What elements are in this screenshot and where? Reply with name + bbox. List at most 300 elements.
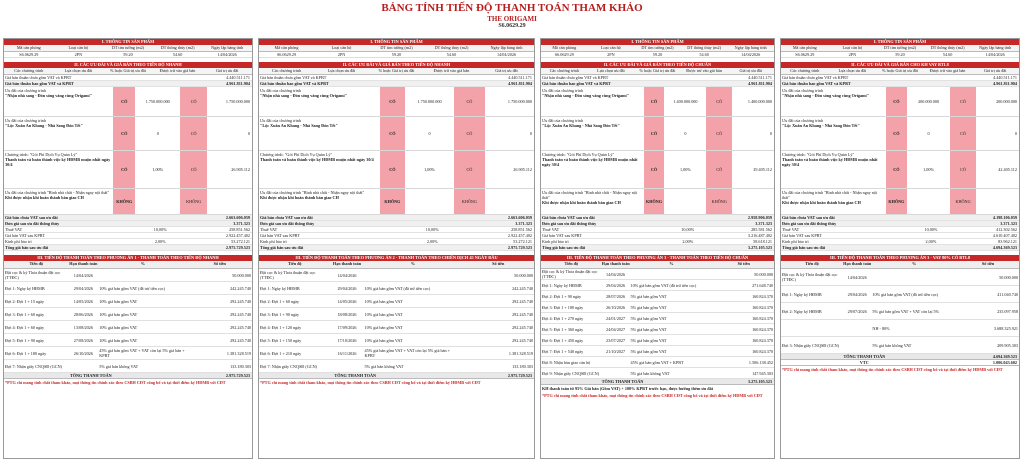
summary-label: Giá bán chưa VAT sau ưu đãi: [542, 215, 595, 220]
program-option-select[interactable]: KHÔNG: [113, 189, 135, 214]
summary-rate: 2,00%: [426, 239, 438, 244]
program-option-select[interactable]: KHÔNG: [886, 189, 907, 214]
unit-code: S6.0629.29: [498, 23, 526, 29]
summary-label: Giá bán VAT sau KPBT: [260, 233, 301, 238]
info-col-0: Mã căn phòng: [552, 45, 577, 50]
summary-rate: [133, 245, 188, 250]
payment-cell-2: 10% giá bán gồm VAT: [364, 311, 403, 317]
program-line: "Lộc Xuân An Khang - Nhà Sang Đón Tết": [542, 123, 620, 128]
program-row-2: [541, 117, 774, 151]
payment-header: [259, 261, 534, 269]
payment-row: [781, 320, 1019, 337]
info-col-2: DT tim tường (m2): [641, 45, 674, 50]
pay-col-2: %: [410, 261, 416, 266]
program-line: Chương trình: "Gói Phí Dịch Vụ Quản Lý": [260, 152, 333, 157]
payment-cell-1: 16/11/2026: [337, 350, 357, 356]
info-val-3: 54.60: [446, 52, 457, 57]
program-deduct-select[interactable]: CÓ: [950, 87, 976, 116]
payment-cell-2: 10% giá bán gồm VAT: [364, 298, 403, 304]
info-val-1: 2PN: [337, 52, 346, 57]
payment-header: [4, 261, 252, 269]
payment-row: [541, 302, 774, 313]
summary-rate: 10,00%: [153, 227, 167, 232]
payment-cell-1: 14/05/2026: [73, 298, 93, 304]
section-bar-info: I. THÔNG TIN SẢN PHẨM: [4, 39, 252, 45]
program-line: Khi được nhận khi hoàn thành bàn giao CH: [542, 200, 621, 205]
payment-cell-3: 3.688.325.921: [993, 325, 1018, 331]
program-amount: [732, 189, 774, 214]
payment-cell-2: NH - 80%: [872, 325, 890, 331]
program-desc: [4, 189, 113, 214]
payment-cell-3: 292.245.740: [512, 324, 533, 330]
program-deduct-select[interactable]: CÓ: [950, 151, 976, 188]
payment-total-value: 2.975.729.523: [507, 373, 532, 378]
payment-cell-3: 242.245.740: [230, 285, 251, 291]
summary-value: 258.851.562: [229, 227, 250, 232]
payment-row: [781, 269, 1019, 286]
payment-cell-3: 292.245.740: [230, 337, 251, 343]
payment-row: [541, 335, 774, 346]
info-val-4: 14/04/2026: [985, 52, 1005, 57]
price-col-1: Lựa chọn ưu đãi: [597, 68, 625, 73]
program-discount-value: 0: [156, 131, 159, 136]
program-line: "Nhận nhà sang - Đón sóng vàng cùng Origami": [782, 93, 870, 98]
program-amount: [207, 189, 252, 214]
payment-cell-3: 235.097.958: [997, 308, 1018, 314]
payment-cell-0: Đợt 2: Đợt 1 + 90 ngày: [542, 293, 582, 299]
price-col-2: % hoặc Giá trị ưu đãi: [882, 68, 918, 73]
program-option-select[interactable]: CÓ: [644, 151, 665, 188]
payment-cell-3: 292.245.740: [512, 298, 533, 304]
summary-rate: [402, 233, 463, 238]
price-col-2: % hoặc Giá trị ưu đãi: [378, 68, 415, 73]
program-discount-value: 200.000.000: [918, 99, 939, 104]
program-option-select[interactable]: KHÔNG: [380, 189, 405, 214]
summary-rate: [133, 215, 188, 220]
summary-value: 3.371.323: [515, 221, 532, 226]
payment-cell-2: 5% giá bán gồm VAT: [630, 337, 667, 343]
program-line: Ưu đãi của chương trình "Bình nhà chất - Nhận ngay nội thất": [5, 190, 110, 195]
payment-cell-0: Đợt 1: Ngày ký HĐMB: [5, 285, 45, 291]
pay-col-0: Tiến độ: [805, 261, 819, 266]
info-col-3: DT thông thủy (m2): [687, 45, 721, 50]
program-desc: [781, 117, 886, 150]
price-col-1: Lựa chọn ưu đãi: [64, 68, 93, 73]
payment-total-label: TỔNG THANH TOÁN: [69, 373, 112, 378]
program-option-select[interactable]: CÓ: [886, 117, 907, 150]
program-line: Ưu đãi của chương trình "Bình nhà chất - Nhận ngay nội thất": [782, 190, 878, 200]
payment-cell-1: [602, 368, 630, 378]
section-bar-payment: III. TIẾN ĐỘ THANH TOÁN THEO PHƯƠNG ÁN 3 - THANH TOÁN THEO TIẾN ĐỘ CHUẨN: [541, 255, 774, 261]
info-col-2: DT tim tường (m2): [883, 45, 917, 50]
summary-value: 3.371.323: [1000, 221, 1017, 226]
program-discount-value: 1,00%: [680, 167, 691, 172]
summary-label: Tổng giá bán sau ưu đãi: [542, 245, 586, 250]
program-discount-value: 1,00%: [424, 167, 435, 172]
payment-cell-0: Đợt 7: Nhận giấy CNQSĐ (GCN): [5, 363, 62, 369]
program-option-select[interactable]: CÓ: [380, 151, 405, 188]
list-price-value: 4.961.811.904: [993, 81, 1017, 86]
program-row-4: [4, 189, 252, 215]
payment-row: [541, 357, 774, 368]
payment-cell-3: 292.245.740: [512, 337, 533, 343]
payment-cell-2: 5% giá bán không VAT: [630, 370, 670, 376]
payment-cell-2: 10% giá bán gồm VAT (đã trừ tiền cọc): [99, 285, 165, 291]
program-line: Ưu đãi của chương trình "Bình nhà chất - Nhận ngay nội thất": [260, 190, 365, 195]
program-deduct-select[interactable]: CÓ: [180, 151, 207, 188]
payment-cell-1: 14/04/2026: [73, 272, 93, 278]
payment-cell-3: 160.824.370: [752, 337, 773, 343]
price-header: [541, 68, 774, 75]
pay-col-1: Hạn thanh toán: [69, 261, 98, 266]
program-desc: [259, 87, 380, 116]
payment-cell-1: 29/04/2026: [847, 291, 867, 297]
program-line: Khi được nhận khi hoàn thành bàn giao CH: [5, 195, 84, 200]
summary-rate: [905, 215, 957, 220]
info-col-3: DT thông thủy (m2): [434, 45, 469, 50]
summary-label: Thuế VAT: [782, 227, 800, 232]
summary-label: Kinh phí bảo trì: [782, 239, 809, 244]
price-col-2: % hoặc Giá trị ưu đãi: [110, 68, 146, 73]
payment-row: [259, 282, 534, 295]
info-col-4: Ngày lập bảng tính: [211, 45, 244, 50]
payment-cell-2: 5% giá bán gồm VAT: [630, 348, 667, 354]
program-option-select[interactable]: CÓ: [644, 87, 665, 116]
vtc-label: VTC: [859, 360, 869, 365]
program-amount: 200.000.000: [996, 99, 1017, 104]
payment-cell-3: 1.506.138.452: [748, 359, 773, 365]
summary-value: 4.198.106.059: [992, 215, 1017, 220]
payment-cell-2: 10% giá bán gồm VAT: [99, 311, 138, 317]
program-amount: 26.905.112: [513, 167, 532, 172]
summary-value: 2.922.457.402: [507, 233, 532, 238]
payment-cell-1: [843, 337, 872, 353]
section-bar-info: I. THÔNG TIN SẢN PHẨM: [259, 39, 534, 45]
summary-rate: 2,00%: [154, 239, 166, 244]
program-desc: [259, 189, 380, 214]
info-col-4: Ngày lập bảng tính: [979, 45, 1012, 50]
section-bar-info: I. THÔNG TIN SẢN PHẨM: [781, 39, 1019, 45]
info-val-1: 2PN: [607, 52, 615, 57]
pay-col-1: Hạn thanh toán: [332, 261, 362, 266]
program-amount: 29.405.112: [753, 167, 772, 172]
info-val-3: 54.60: [699, 52, 709, 57]
spacer-cell: [133, 75, 188, 80]
info-col-3: DT thông thủy (m2): [930, 45, 965, 50]
program-amount: 42.405.112: [998, 167, 1017, 172]
project-name: THE ORIGAMI: [487, 15, 537, 23]
program-option-select[interactable]: CÓ: [644, 117, 665, 150]
payment-header: [781, 261, 1019, 269]
program-deduct-select[interactable]: CÓ: [180, 87, 207, 116]
payment-cell-3: 160.824.370: [752, 348, 773, 354]
info-val-1: 2PN: [848, 52, 857, 57]
program-line: Chương trình: "Gói Phí Dịch Vụ Quản Lý": [782, 152, 855, 157]
payment-row: [259, 360, 534, 373]
program-discount-value: [405, 189, 455, 214]
payment-cell-0: Đợt 1: Ngày ký HĐMB: [782, 291, 822, 297]
payment-cell-3: 147.945.303: [752, 370, 773, 376]
price-col-1: Lựa chọn ưu đãi: [327, 68, 356, 73]
summary-value: 285.581.562: [751, 227, 772, 232]
payment-cell-1: [602, 357, 630, 367]
summary-rate: [402, 221, 463, 226]
summary-label: Thuế VAT: [542, 227, 560, 232]
payment-cell-0: Đợt 7: Đợt 1 + 540 ngày: [542, 348, 584, 354]
section-bar-price: II. CÁC ƯU ĐÃI VÀ GIÁ BÁN THEO TIẾN ĐỘ NHANH: [259, 62, 534, 68]
payment-cell-2: [630, 269, 714, 279]
section-bar-info: I. THÔNG TIN SẢN PHẨM: [541, 39, 774, 45]
summary-label: Giá bán chưa VAT sau ưu đãi: [260, 215, 313, 220]
program-deduct-select[interactable]: KHÔNG: [454, 189, 484, 214]
program-amount: 0: [247, 131, 250, 136]
pay-col-3: Số tiền: [981, 261, 995, 266]
payment-cell-0: [781, 320, 843, 336]
program-option-select[interactable]: KHÔNG: [644, 189, 665, 214]
program-desc: [541, 151, 644, 188]
info-val-2: 59.20: [652, 52, 663, 57]
program-deduct-select[interactable]: KHÔNG: [706, 189, 732, 214]
summary-label: Đơn giá sau ưu đãi thông thủy: [260, 221, 315, 226]
payment-cell-1: 24/04/2027: [606, 326, 626, 332]
base-price-label: Giá bán thuần chưa gồm VAT và KPBT: [260, 75, 327, 80]
summary-value: 412.302.562: [996, 227, 1017, 232]
summary-value: 258.851.562: [511, 227, 532, 232]
payment-cell-1: 26/10/2026: [606, 304, 626, 310]
program-desc: [541, 117, 644, 150]
info-val-3: 54.60: [942, 52, 953, 57]
program-amount: 0: [1014, 131, 1017, 136]
price-col-4: Giá trị ưu đãi: [495, 68, 518, 73]
payment-cell-0: Đợt 7: Nhận giấy CNQSĐ (GCN): [260, 363, 317, 369]
payment-cell-3: 271.648.740: [752, 282, 773, 288]
payment-cell-3: 1.381.328.519: [508, 350, 533, 356]
info-val-2: 59.20: [123, 52, 133, 57]
spacer-cell: [133, 81, 188, 86]
payment-cell-3: 50.000.000: [754, 271, 773, 277]
program-deduct-select[interactable]: CÓ: [180, 117, 207, 150]
summary-rate: 10,00%: [924, 227, 938, 232]
program-option-select[interactable]: CÓ: [380, 87, 405, 116]
program-deduct-select[interactable]: CÓ: [454, 151, 484, 188]
payment-cell-0: Đợt 2: Ngày ký HĐMB: [782, 308, 822, 314]
list-price-value: 4.961.811.904: [748, 81, 772, 86]
program-line: Ưu đãi của chương trình "Bình nhà chất - Nhận ngay nội thất": [542, 190, 638, 200]
payment-cell-3: 242.245.740: [512, 285, 533, 291]
program-option-select[interactable]: CÓ: [380, 117, 405, 150]
program-discount-value: 1.750.000.000: [145, 99, 170, 104]
list-price-label: Giá bán thuần bao gồm VAT và KPBT: [5, 81, 74, 86]
summary-label: Tổng giá bán sau ưu đãi: [782, 245, 826, 250]
payment-cell-0: Đợt 2: Đợt 1 + 60 ngày: [260, 298, 300, 304]
payment-cell-3: 160.824.370: [752, 304, 773, 310]
payment-cell-2: 10% giá bán gồm VAT: [99, 298, 138, 304]
payment-cell-0: Đợt 3: Đợt 1 + 60 ngày: [5, 311, 45, 317]
payment-cell-1: 14/04/2026: [847, 274, 867, 280]
info-val-4: 14/04/2026: [217, 52, 237, 57]
payment-cell-0: Đợt 6: Đợt 1 + 180 ngày: [5, 350, 47, 356]
base-price-value: 4.440.511.171: [508, 75, 532, 80]
info-col-1: Loại căn hộ: [331, 45, 352, 50]
program-deduct-select[interactable]: KHÔNG: [950, 189, 976, 214]
payment-cell-2: 10% giá bán gồm VAT (đã trừ tiền cọc): [630, 282, 697, 288]
pay-col-1: Hạn thanh toán: [601, 261, 630, 266]
program-amount: [485, 189, 535, 214]
program-desc: [541, 87, 644, 116]
payment-cell-0: Đợt 6: Đợt 1 + 210 ngày: [260, 350, 302, 356]
base-price-label: Giá bán thuần chưa gồm VAT và KPBT: [5, 75, 72, 80]
program-line: Ưu đãi của chương trình: [5, 88, 46, 93]
info-val-4: 14/04/2026: [496, 52, 517, 57]
payment-cell-0: Đợt 4: Đợt 1 + 120 ngày: [260, 324, 302, 330]
payment-total-label: TỔNG THANH TOÁN: [334, 373, 377, 378]
summary-rate: 10,00%: [681, 227, 695, 232]
payment-row: [4, 321, 252, 334]
payment-cell-0: Đợt 5: Đợt 1 + 90 ngày: [5, 337, 45, 343]
summary-label: Giá bán VAT sau KPBT: [542, 233, 583, 238]
program-desc: [4, 151, 113, 188]
program-option-select[interactable]: CÓ: [113, 117, 135, 150]
summary-rate: [905, 245, 957, 250]
program-amount: 1.750.000.000: [507, 99, 532, 104]
payment-cell-1: 29/04/2026: [73, 285, 93, 291]
payment-cell-3: 209.905.303: [997, 342, 1018, 348]
payment-cell-3: 411.040.740: [997, 291, 1018, 297]
payment-cell-2: 5% giá bán không VAT: [99, 363, 139, 369]
info-val-4: 14/04/2026: [741, 52, 761, 57]
payment-cell-0: Đợt 9: Nhận giấy CNQSĐ (GCN): [542, 370, 599, 376]
section-bar-payment: III. TIẾN ĐỘ THANH TOÁN THEO PHƯƠNG ÁN 1 - THANH TOÁN THEO TIẾN ĐỘ NHANH: [4, 255, 252, 261]
base-price-label: Giá bán thuần chưa gồm VAT và KPBT: [782, 75, 849, 80]
price-col-4: Giá trị ưu đãi: [739, 68, 762, 73]
payment-cell-1: 14/05/2026: [337, 298, 357, 304]
program-deduct-select[interactable]: CÓ: [706, 117, 732, 150]
payment-total-value: 2.975.729.523: [225, 373, 250, 378]
section-bar-payment: III. TIẾN ĐỘ THANH TOÁN THEO PHƯƠNG ÁN 3 - VAY 80% CÓ BTL8: [781, 255, 1019, 261]
payment-row: [259, 347, 534, 360]
program-option-select[interactable]: CÓ: [113, 87, 135, 116]
summary-value: 4.610.407.402: [992, 233, 1017, 238]
price-header: [259, 68, 534, 75]
summary-label: Tổng giá bán sau ưu đãi: [5, 245, 49, 250]
program-row-2: [781, 117, 1019, 151]
early-payment-note: KH thanh toán từ 95% Giá bán (Gồm VAT) + 100% KPBT trước hạn, được hưởng thêm ưu đãi: [542, 386, 713, 391]
summary-value: 3.216.487.402: [747, 233, 772, 238]
payment-cell-3: 160.824.370: [752, 315, 773, 321]
program-deduct-select[interactable]: CÓ: [950, 117, 976, 150]
payment-row: [4, 269, 252, 282]
summary-label: Giá bán chưa VAT sau ưu đãi: [5, 215, 58, 220]
info-col-0: Mã căn phòng: [792, 45, 817, 50]
program-desc: [4, 87, 113, 116]
payment-cell-1: 23/07/2027: [606, 337, 626, 343]
info-col-3: DT thông thủy (m2): [160, 45, 195, 50]
program-line: "Nhận nhà sang - Đón sóng vàng cùng Origami": [5, 93, 93, 98]
sheet-header: [0, 2, 1024, 30]
program-amount: 26.905.112: [231, 167, 250, 172]
payment-cell-1: 29/07/2026: [847, 308, 867, 314]
payment-row: [4, 295, 252, 308]
info-col-1: Loại căn hộ: [842, 45, 863, 50]
payment-cell-1: 18/08/2026: [337, 311, 357, 317]
payment-row: [541, 280, 774, 291]
info-val-3: 54.60: [172, 52, 183, 57]
payment-panel-3: [540, 38, 775, 459]
summary-value: 53.272.121: [513, 239, 532, 244]
program-desc: [781, 151, 886, 188]
payment-cell-1: [68, 360, 98, 372]
program-deduct-select[interactable]: CÓ: [706, 151, 732, 188]
info-header: [4, 45, 252, 52]
program-option-select[interactable]: CÓ: [886, 87, 907, 116]
payment-row: [781, 337, 1019, 354]
summary-value: 2.958.906.059: [747, 215, 772, 220]
base-price-value: 4.440.511.171: [226, 75, 250, 80]
summary-rate: 2,00%: [925, 239, 937, 244]
payment-cell-0: Đặt cọc & ký Thỏa thuận đặt cọc (TTĐC): [5, 270, 61, 280]
program-option-select[interactable]: CÓ: [886, 151, 907, 188]
payment-cell-0: Đợt 1: Ngày ký HĐMB: [542, 282, 582, 288]
base-price-value: 4.440.511.171: [993, 75, 1017, 80]
disclaimer-note: *PTG chỉ mang tính chất tham khảo, mọi thông tin chính xác theo CSBH CĐT công bố và tại thời điểm ký HĐMB với CĐT: [260, 380, 481, 385]
sheet-title: BẢNG TÍNH TIẾN ĐỘ THANH TOÁN THAM KHẢO: [381, 2, 643, 14]
payment-cell-2: 10% giá bán gồm VAT: [364, 324, 403, 330]
program-line: Thanh toán và hoàn thành việc ký HĐMB muộn nhất ngày 30/4: [260, 157, 374, 162]
spacer-cell: [402, 81, 463, 86]
program-option-select[interactable]: CÓ: [113, 151, 135, 188]
payment-row: [4, 347, 252, 360]
program-deduct-select[interactable]: KHÔNG: [180, 189, 207, 214]
program-row-4: [259, 189, 534, 215]
info-col-2: DT tim tường (m2): [111, 45, 145, 50]
program-line: Ưu đãi của chương trình: [260, 88, 301, 93]
program-deduct-select[interactable]: CÓ: [454, 87, 484, 116]
summary-rate: [905, 221, 957, 226]
summary-value: 4.694.369.523: [992, 245, 1017, 250]
program-line: Chương trình: "Gói Phí Dịch Vụ Quản Lý": [5, 152, 78, 157]
summary-value: 3.371.323: [755, 221, 772, 226]
program-row-1: [259, 87, 534, 117]
program-deduct-select[interactable]: CÓ: [706, 87, 732, 116]
pay-col-0: Tiến độ: [564, 261, 579, 266]
program-desc: [259, 151, 380, 188]
price-col-4: Giá trị ưu đãi: [983, 68, 1007, 73]
payment-cell-2: 10% giá bán gồm VAT: [99, 337, 138, 343]
program-deduct-select[interactable]: CÓ: [454, 117, 484, 150]
payment-cell-2: 45% giá bán gồm VAT + VAT còn lại 5% giá bán + KPBT: [99, 348, 185, 358]
program-row-1: [541, 87, 774, 117]
program-discount-value: [135, 189, 180, 214]
disclaimer-note: *PTG chỉ mang tính chất tham khảo, mọi thông tin chính xác theo CSBH CĐT công bố và tại thời điểm ký HĐMB với CĐT: [5, 380, 226, 385]
program-discount-value: 1.750.000.000: [417, 99, 442, 104]
payment-row: [259, 321, 534, 334]
payment-cell-0: Đợt 4: Đợt 1 + 60 ngày: [5, 324, 45, 330]
program-line: Ưu đãi của chương trình: [5, 118, 46, 123]
payment-cell-2: 10% giá bán gồm VAT: [364, 337, 403, 343]
info-val-0: S6.0629.29: [554, 52, 574, 57]
program-line: "Lộc Xuân An Khang - Nhà Sang Đón Tết": [5, 123, 83, 128]
summary-rate: [402, 215, 463, 220]
base-price-label: Giá bán thuần chưa gồm VAT và KPBT: [542, 75, 609, 80]
payment-cell-2: 10% giá bán gồm VAT (đã trừ tiền cọc): [364, 285, 431, 291]
summary-value: 3.371.323: [233, 221, 250, 226]
program-line: Thanh toán và hoàn thành việc ký HĐMB muộn nhất ngày 30/4: [5, 157, 111, 167]
price-col-0: Các chương trình: [549, 68, 579, 73]
program-line: Ưu đãi của chương trình: [782, 88, 823, 93]
list-price-label: Giá bán thuần bao gồm VAT và KPBT: [260, 81, 329, 86]
info-val-0: S6.0629.29: [276, 52, 297, 57]
program-amount: 1.400.000.000: [747, 99, 772, 104]
